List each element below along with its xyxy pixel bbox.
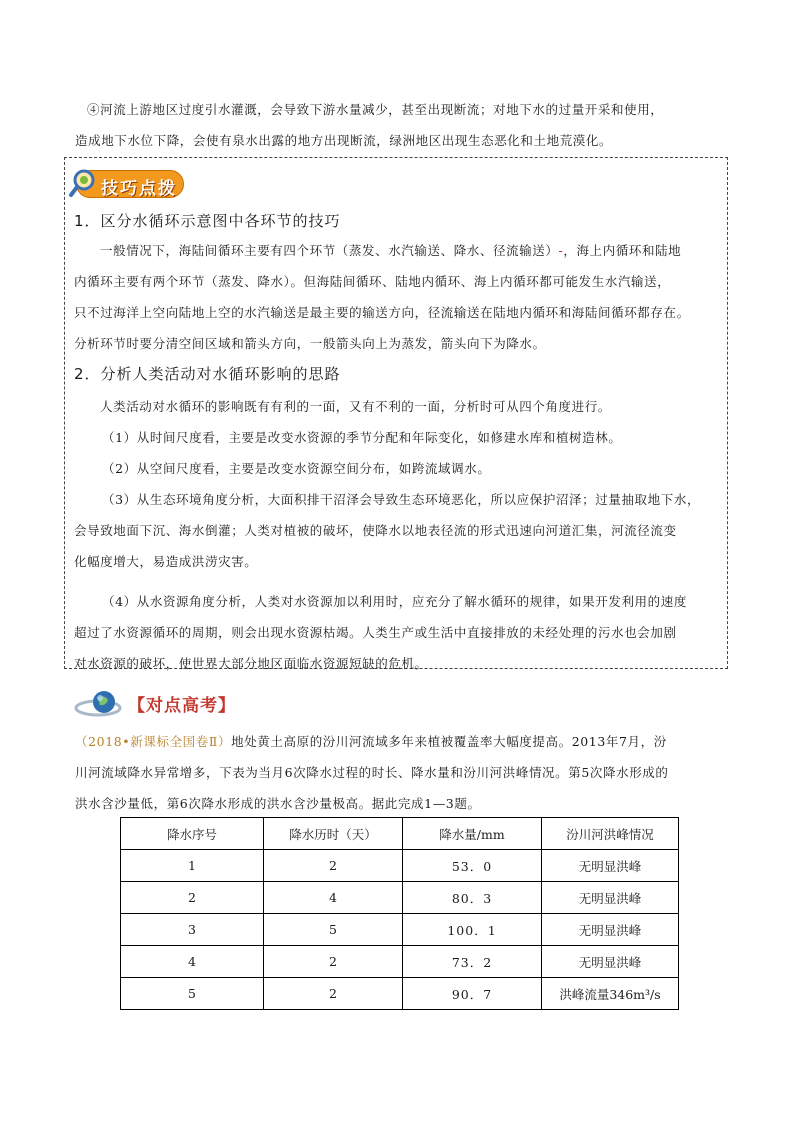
table-cell: 5 (264, 914, 403, 946)
table-cell: 洪峰流量346m³/s (542, 978, 679, 1010)
intro-line-2: 造成地下水位下降，会使有泉水出露的地方出现断流，绿洲地区出现生态恶化和土地荒漠化。 (75, 133, 613, 148)
table-cell: 3 (121, 914, 264, 946)
table-cell: 100．1 (403, 914, 542, 946)
exam-source: （2018•新课标全国卷Ⅱ） (75, 734, 232, 749)
table-row (121, 946, 679, 978)
table-cell: 2 (264, 850, 403, 882)
intro-paragraph (75, 94, 725, 156)
precipitation-table (120, 817, 679, 1010)
exam-section-header (74, 684, 274, 724)
table-cell: 2 (264, 946, 403, 978)
table-cell: 2 (121, 882, 264, 914)
table-row (121, 914, 679, 946)
table-row (121, 850, 679, 882)
table-cell: 无明显洪峰 (542, 882, 679, 914)
table-cell: 1 (121, 850, 264, 882)
tips-body-1-line: 只不过海洋上空向陆地上空的水汽输送是最主要的输送方向，径流输送在陆地内循环和海陆间循环都存在。 (74, 305, 690, 320)
exam-question-line: 洪水含沙量低，第6次降水形成的洪水含沙量极高。据此完成1—3题。 (75, 796, 481, 811)
table-cell: 4 (264, 882, 403, 914)
table-cell: 无明显洪峰 (542, 946, 679, 978)
tips-body-1-line: 分析环节时要分清空间区域和箭头方向，一般箭头向上为蒸发，箭头向下为降水。 (74, 336, 546, 351)
tips-body-2-line: 超过了水资源循环的周期，则会出现水资源枯竭。人类生产或生活中直接排放的未经处理的污水也会加剧 (74, 625, 677, 640)
tips-badge-label: 技巧点拨 (101, 179, 177, 199)
intro-line-1: ④河流上游地区过度引水灌溉，会导致下游水量减少，甚至出现断流；对地下水的过量开采和使用， (87, 102, 664, 117)
tips-body-2-line: （2）从空间尺度看，主要是改变水资源空间分布，如跨流域调水。 (102, 461, 491, 476)
table-header-cell: 汾川河洪峰情况 (542, 818, 679, 850)
table-cell: 4 (121, 946, 264, 978)
tips-body-1-line: 一般情况下，海陆间循环主要有四个环节（蒸发、水汽输送、降水、径流输送）-，海上内循环和陆地 (100, 243, 682, 258)
exam-section-title: 【对点高考】 (128, 696, 236, 716)
tips-body-2-line: 对水资源的破坏，使世界大部分地区面临水资源短缺的危机。 (74, 656, 428, 671)
table-cell: 无明显洪峰 (542, 850, 679, 882)
table-row (121, 882, 679, 914)
tips-body-2-line: 会导致地面下沉、海水倒灌；人类对植被的破坏，使降水以地表径流的形式迅速向河道汇集，河流径流变 (74, 523, 677, 538)
table-cell: 80．3 (403, 882, 542, 914)
tips-body-1 (74, 235, 690, 359)
exam-question-line: 川河流域降水异常增多，下表为当月6次降水过程的时长、降水量和汾川河洪峰情况。第5次降水形成的 (75, 765, 669, 780)
tips-body-2-line: （3）从生态环境角度分析，大面积排干沼泽会导致生态环境恶化，所以应保护沼泽；过量抽取地下水， (102, 492, 701, 507)
table-cell: 90．7 (403, 978, 542, 1010)
tips-body-2-line: （4）从水资源角度分析，人类对水资源加以利用时，应充分了解水循环的规律，如果开发利用的速度 (102, 594, 687, 609)
tips-badge (68, 166, 184, 200)
table-cell: 2 (264, 978, 403, 1010)
tips-heading-1: 1．区分水循环示意图中各环节的技巧 (74, 212, 341, 230)
tips-heading-2: 2．分析人类活动对水循环影响的思路 (74, 365, 341, 383)
exam-question-line: （2018•新课标全国卷Ⅱ）地处黄土高原的汾川河流域多年来植被覆盖率大幅度提高。2013年7月，汾 (75, 734, 667, 749)
table-header-cell: 降水历时（天） (264, 818, 403, 850)
exam-question (75, 726, 669, 819)
globe-icon (74, 684, 130, 724)
table-cell: 5 (121, 978, 264, 1010)
table-cell: 无明显洪峰 (542, 914, 679, 946)
tips-body-2 (74, 391, 700, 679)
magnifier-icon (68, 166, 102, 200)
tips-body-2-line: 化幅度增大，易造成洪涝灾害。 (74, 554, 258, 569)
tips-body-2-line: （1）从时间尺度看，主要是改变水资源的季节分配和年际变化，如修建水库和植树造林。 (102, 430, 622, 445)
table-header-cell: 降水序号 (121, 818, 264, 850)
table-cell: 73．2 (403, 946, 542, 978)
tips-body-2-line: 人类活动对水循环的影响既有有利的一面，又有不利的一面，分析时可从四个角度进行。 (100, 399, 611, 414)
table-row (121, 978, 679, 1010)
tips-body-1-line: 内循环主要有两个环节（蒸发、降水）。但海陆间循环、陆地内循环、海上内循环都可能发生水汽输送， (74, 274, 671, 289)
table-cell: 53．0 (403, 850, 542, 882)
table-header-row (121, 818, 679, 850)
table-header-cell: 降水量/mm (403, 818, 542, 850)
